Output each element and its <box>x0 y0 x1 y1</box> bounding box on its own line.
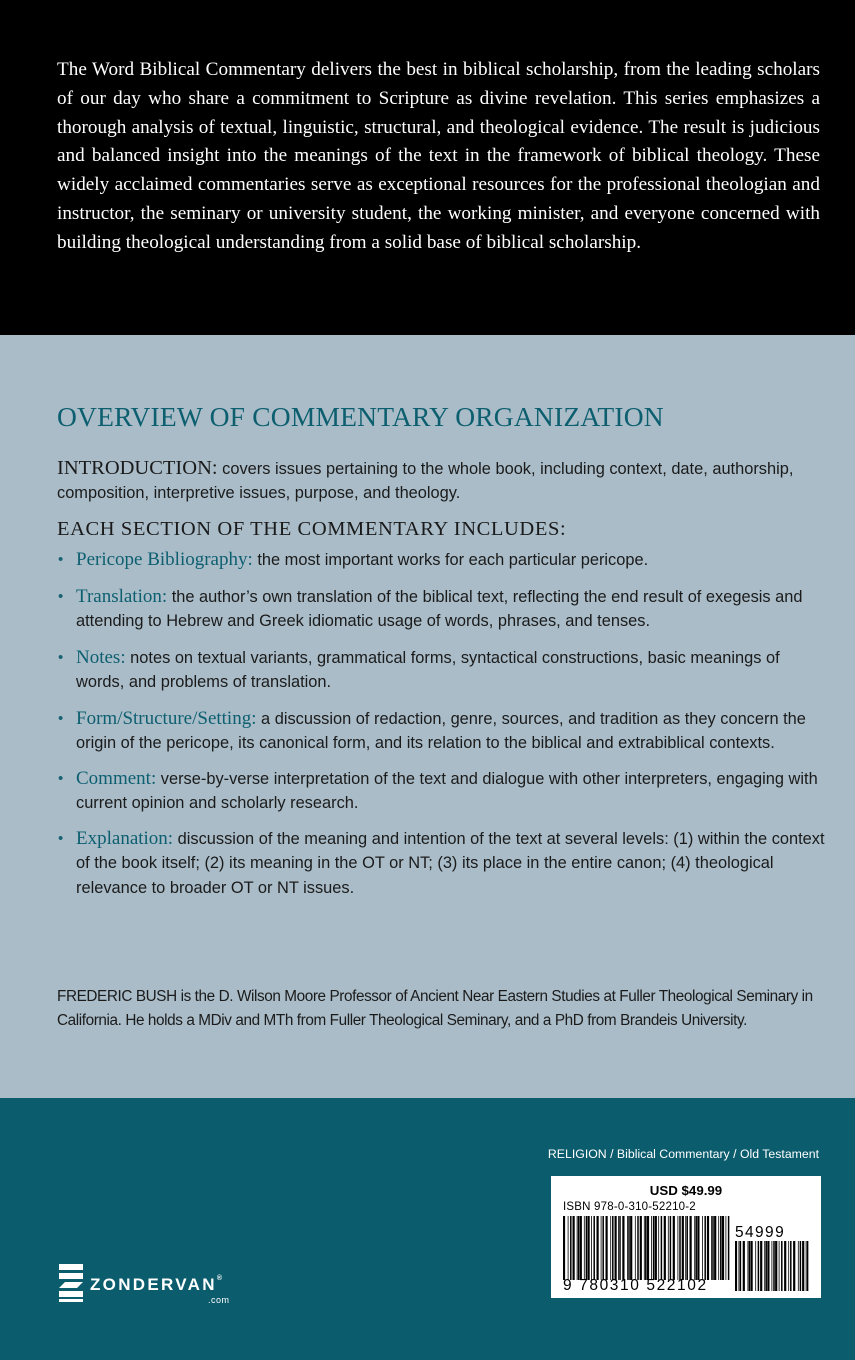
bisac-category: RELIGION / Biblical Commentary / Old Testament <box>547 1147 819 1161</box>
barcode-box <box>551 1176 821 1298</box>
introduction-paragraph <box>57 456 827 505</box>
overview-heading: OVERVIEW OF COMMENTARY ORGANIZATION <box>57 401 664 432</box>
publisher-name-text: ZONDERVAN <box>90 1275 217 1294</box>
introduction-label: INTRODUCTION: <box>57 457 218 479</box>
section-item-comment <box>57 767 827 816</box>
registered-mark: ® <box>216 1275 222 1282</box>
section-description: the most important works for each particular pericope. <box>252 551 649 569</box>
section-description: notes on textual variants, grammatical forms, syntactical constructions, basic meanings of words, and problems of translation. <box>76 648 780 691</box>
section-term: Pericope Bibliography: <box>76 549 253 570</box>
section-item-pericope-bibliography <box>57 548 827 573</box>
blurb-panel <box>0 0 855 335</box>
section-description: verse-by-verse interpretation of the text and dialogue with other interpreters, engaging with current opinion and scholarly research. <box>76 769 818 812</box>
section-list <box>57 548 827 900</box>
ean-digits: 9 780310 522102 <box>563 1277 708 1294</box>
overview-panel <box>0 335 855 1098</box>
publisher-logo <box>59 1264 269 1314</box>
ean-barcode-icon <box>563 1216 730 1280</box>
section-term: Explanation: <box>76 827 174 849</box>
sections-heading: EACH SECTION OF THE COMMENTARY INCLUDES: <box>57 518 567 540</box>
section-item-explanation <box>57 827 827 901</box>
section-term: Translation: <box>76 585 168 607</box>
section-description: a discussion of redaction, genre, sources, and tradition as they concern the origin of the pericope, its canonical form, and its relation to the biblical and extrabiblical contexts. <box>76 709 806 752</box>
price-label: USD $49.99 <box>649 1183 723 1198</box>
bullet-icon: • <box>58 587 64 605</box>
series-description: The Word Biblical Commentary delivers the best in biblical scholarship, from the leading scholars of our day who share a commitment to Scripture as divine revelation. This series emphasizes a thorough analysis of textual, linguistic, structural, and theological evidence. The result is judicious and balanced insight into the meanings of the text in the framework of biblical theology. These widely acclaimed commentaries serve as exceptional resources for the professional theologian and instructor, the seminary or university student, the working minister, and everyone concerned with building theological understanding from a solid base of biblical scholarship. <box>57 59 820 253</box>
section-description: discussion of the meaning and intention of the text at several levels: (1) within the context of the book itself; (2) its meaning in the OT or NT; (3) its place in the entire canon; (4) theological relevance to broader OT or NT issues. <box>76 829 825 897</box>
zondervan-mark-icon <box>59 1264 83 1302</box>
publisher-name <box>90 1275 222 1295</box>
bullet-icon: • <box>58 551 64 568</box>
bullet-icon: • <box>58 769 64 787</box>
section-item-notes <box>57 646 827 695</box>
section-term: Notes: <box>76 646 126 668</box>
author-bio: FREDERIC BUSH is the D. Wilson Moore Professor of Ancient Near Eastern Studies at Fuller Theological Seminary in California. He holds a MDiv and MTh from Fuller Theological Seminary, and a PhD from Brandeis University. <box>57 988 813 1029</box>
isbn-label: ISBN 978-0-310-52210-2 <box>563 1201 696 1213</box>
bullet-icon: • <box>58 648 64 666</box>
section-term: Comment: <box>76 767 157 789</box>
section-item-form-structure-setting <box>57 707 827 756</box>
retail-panel <box>0 1098 855 1360</box>
addon-barcode-icon <box>735 1241 809 1291</box>
section-item-translation <box>57 585 827 634</box>
price-addon-number: 54999 <box>735 1224 786 1241</box>
bullet-icon: • <box>58 709 64 727</box>
section-description: the author’s own translation of the biblical text, reflecting the end result of exegesis and attending to Hebrew and Greek idiomatic usage of words, phrases, and tenses. <box>76 587 803 630</box>
bullet-icon: • <box>58 829 64 847</box>
section-term: Form/Structure/Setting: <box>76 707 257 729</box>
introduction-text: covers issues pertaining to the whole book, including context, date, authorship, composition, interpretive issues, purpose, and theology. <box>57 460 794 502</box>
publisher-domain: .com <box>208 1295 230 1305</box>
